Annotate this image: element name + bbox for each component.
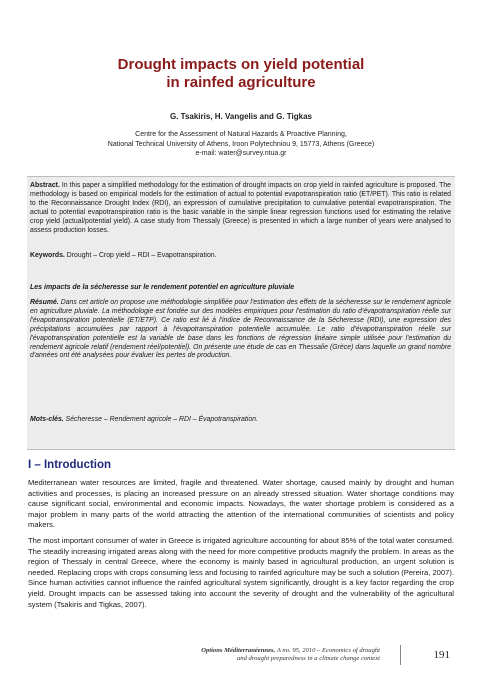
section-heading: I – Introduction <box>28 459 112 471</box>
abstract <box>30 182 451 235</box>
footer-line-1-rest: A no. 95, 2010 – Economics of drought <box>276 647 380 654</box>
affiliation-line-2: National Technical University of Athens, Iroon Polytechniou 9, 15773, Athens (Greece) <box>107 140 375 148</box>
authors: G. Tsakiris, H. Vangelis and G. Tigkas <box>170 112 312 121</box>
affiliation <box>40 130 442 159</box>
mots-cles-text: Sécheresse – Rendement agricole – RDI – Évapotranspiration. <box>65 416 258 423</box>
title-line-2: in rainfed agriculture <box>166 74 316 91</box>
abstract-label: Abstract. <box>30 182 60 189</box>
paragraph-1: Mediterranean water resources are limited, fragile and threatened. Water shortage, caused mainly by drought and human activities and processes, is placing an increased pressure on an already stressed situation. Water shortage conditions may cause significant social, environmental and economic impacts. Nowadays, the water shortage problem is considered as a major problem in many parts of the world attracting the attention of the international communities of scientists and policy makers. <box>28 478 454 530</box>
resume <box>30 299 451 361</box>
title-line-1: Drought impacts on yield potential <box>117 56 365 73</box>
mots-cles-label: Mots-clés. <box>30 416 64 423</box>
footer-citation <box>120 647 380 664</box>
keywords-text: Drought – Crop yield – RDI – Evapotranspiration. <box>66 252 217 259</box>
paragraph-2: The most important consumer of water in Greece is irrigated agriculture accounting for about 85% of the total water consumed. The steadily increasing irrigated areas along with the need for more competitive products magnify the problem. In areas as the region of Thessaly in central Greece, where the economy is mainly based in agricultural production, an urgent solution is needed. Replacing crops with crops consuming less and focusing to rainfed agriculture may be such a solution (Pereira, 2007). Since human activities cannot influence the rainfed agricultural system significantly, drought is a key factor regarding the crop yield. Drought impacts can be assessed taking into account the severity of drought and the vulnerability of the agricultural system (Tsakiris and Tigkas, 2007). <box>28 536 454 609</box>
affiliation-line-1: Centre for the Assessment of Natural Hazards & Proactive Planning, <box>135 131 347 138</box>
resume-text: Dans cet article on propose une méthodologie simplifiée pour l'estimation des effets de la sécheresse sur le rendement agricole en agriculture pluviale. La méthodologie est fondée sur des modèles empiriques pour l'estimation du ratio d'évapotranspiration réelle sur l'évapotranspiration potentielle (ET/ETP). Ce ratio est lié à l'indice de Reconnaissance de la Sécheresse (RDI), une expression des précipitations accumulées par rapport à l'évapotranspiration potentielle accumulée. Le ratio d'évapotranspiration réelle sur l'évapotranspiration potentielle est la variable de base dans les fonctions de régression linéaire simple utilisée pour l'estimation du rendement agricole relatif (rendement réel/potentiel). On présente une étude de cas en Thessalie (Grèce) dans laquelle un grand nombre d'années ont été analysées pour évaluer les pertes de production. <box>30 299 451 360</box>
keywords <box>30 252 451 259</box>
affiliation-email: e-mail: water@survey.ntua.gr <box>195 150 287 158</box>
paper-title <box>40 56 442 92</box>
footer-journal: Options Méditerranéennes, <box>201 647 276 654</box>
footer-line-2 <box>120 655 380 663</box>
resume-label: Résumé. <box>30 299 59 306</box>
footer-line-1 <box>120 647 380 655</box>
french-title: Les impacts de la sécheresse sur le rendement potentiel en agriculture pluviale <box>30 284 295 291</box>
mots-cles <box>30 416 451 423</box>
footer-line-2-text: and drought preparedness in a climate change context <box>236 655 380 663</box>
abstract-text: In this paper a simplified methodology for the estimation of drought impacts on crop yield in rainfed agriculture is proposed. The methodology is based on empirical models for the estimation of actual to potential evapotranspiration ratio (ET/PET). This ratio is related to the Reconnaissance Drought Index (RDI), an expression of cumulative precipitation to cumulative potential evapotranspiration. The actual to potential evapotranspiration ratio is the basic variable in the simple linear regression functions used for estimating the relative crop yield (actual/potential yield). A case study from Thessaly (Greece) is presented in which a large number of years were analysed to assess production losses. <box>30 182 451 234</box>
keywords-label: Keywords. <box>30 252 65 259</box>
page-number: 191 <box>400 645 450 665</box>
